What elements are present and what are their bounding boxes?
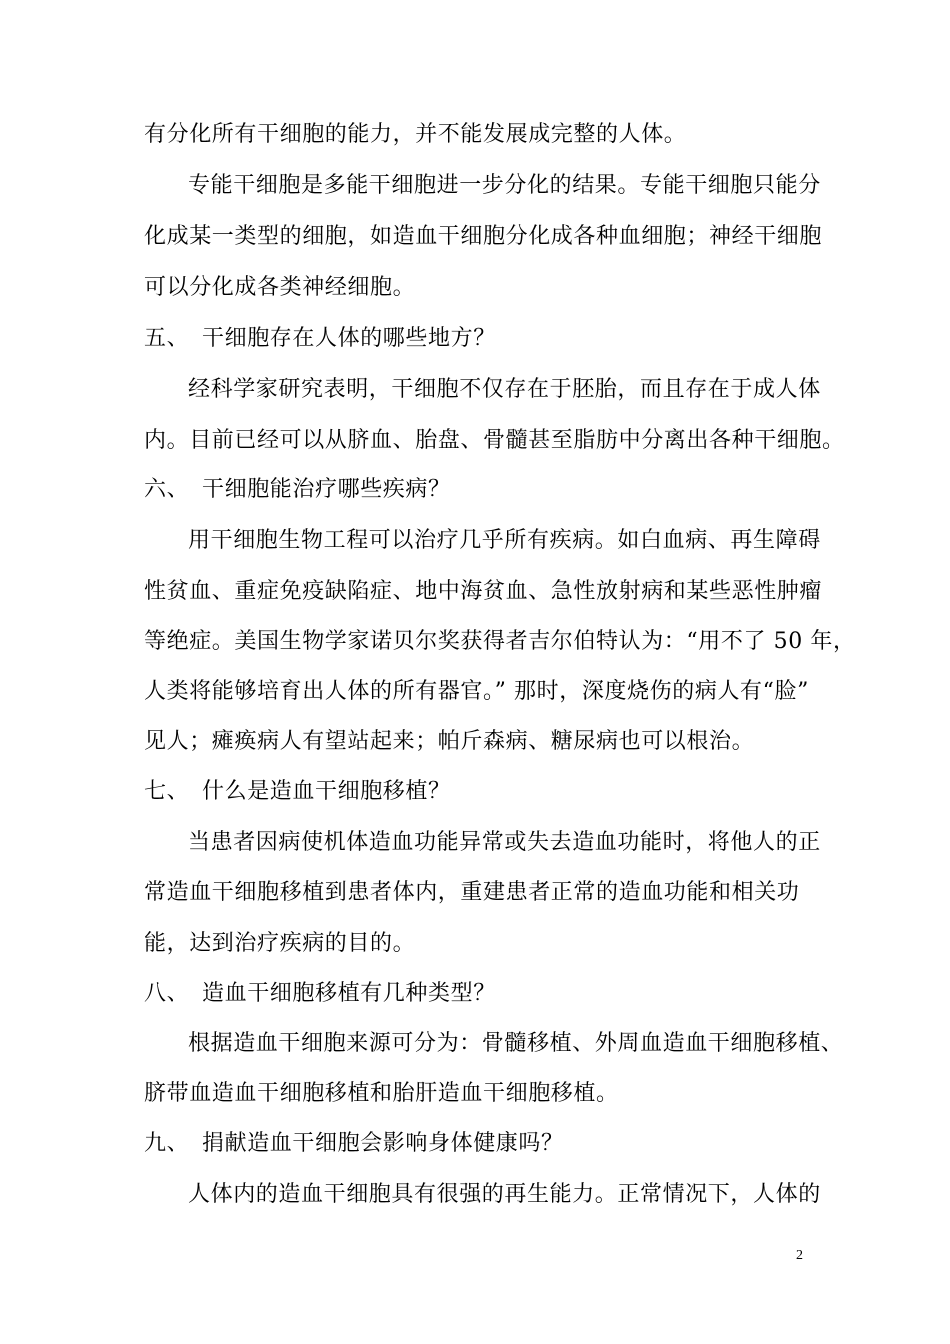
paragraph-line: 等绝症。美国生物学家诺贝尔奖获得者吉尔伯特认为：“用不了 50 年， <box>144 629 856 654</box>
section-heading <box>144 326 824 352</box>
section-heading <box>144 981 824 1007</box>
paragraph-line: 性贫血、重症免疫缺陷症、地中海贫血、急性放射病和某些恶性肿瘤 <box>144 579 823 604</box>
heading-number: 七、 <box>144 779 190 804</box>
paragraph-line: 可以分化成各类神经细胞。 <box>144 275 416 300</box>
heading-text: 干细胞存在人体的哪些地方？ <box>202 326 496 351</box>
section-heading <box>144 779 824 805</box>
paragraph-line: 经科学家研究表明，干细胞不仅存在于胚胎，而且存在于成人体 <box>188 377 821 402</box>
paragraph-line: 人类将能够培育出人体的所有器官。” 那时，深度烧伤的病人有“脸” <box>144 679 809 704</box>
heading-number: 五、 <box>144 326 190 351</box>
heading-text: 造血干细胞移植有几种类型？ <box>202 981 496 1006</box>
paragraph-line: 有分化所有干细胞的能力，并不能发展成完整的人体。 <box>144 122 687 147</box>
paragraph-line: 常造血干细胞移植到患者体内，重建患者正常的造血功能和相关功 <box>144 880 800 905</box>
heading-number: 九、 <box>144 1131 190 1156</box>
paragraph-line: 专能干细胞是多能干细胞进一步分化的结果。专能干细胞只能分 <box>188 173 821 198</box>
page-number: 2 <box>796 1248 803 1263</box>
paragraph-line: 化成某一类型的细胞，如造血干细胞分化成各种血细胞；神经干细胞 <box>144 224 823 249</box>
heading-text: 干细胞能治疗哪些疾病？ <box>202 477 451 502</box>
paragraph-line: 当患者因病使机体造血功能异常或失去造血功能时，将他人的正 <box>188 830 821 855</box>
paragraph-line: 内。目前已经可以从脐血、胎盘、骨髓甚至脂肪中分离出各种干细胞。 <box>144 428 845 453</box>
paragraph-line: 脐带血造血干细胞移植和胎肝造血干细胞移植。 <box>144 1081 619 1106</box>
paragraph-line: 人体内的造血干细胞具有很强的再生能力。正常情况下，人体的 <box>188 1182 821 1207</box>
paragraph-line: 能，达到治疗疾病的目的。 <box>144 931 416 956</box>
heading-number: 八、 <box>144 981 190 1006</box>
section-heading <box>144 1131 824 1157</box>
heading-text: 捐献造血干细胞会影响身体健康吗？ <box>202 1131 564 1156</box>
paragraph-line: 见人；瘫痪病人有望站起来；帕斤森病、糖尿病也可以根治。 <box>144 729 755 754</box>
section-heading <box>144 477 824 503</box>
paragraph-line: 用干细胞生物工程可以治疗几乎所有疾病。如白血病、再生障碍 <box>188 528 821 553</box>
heading-number: 六、 <box>144 477 190 502</box>
heading-text: 什么是造血干细胞移植？ <box>202 779 451 804</box>
paragraph-line: 根据造血干细胞来源可分为：骨髓移植、外周血造血干细胞移植、 <box>188 1031 844 1056</box>
